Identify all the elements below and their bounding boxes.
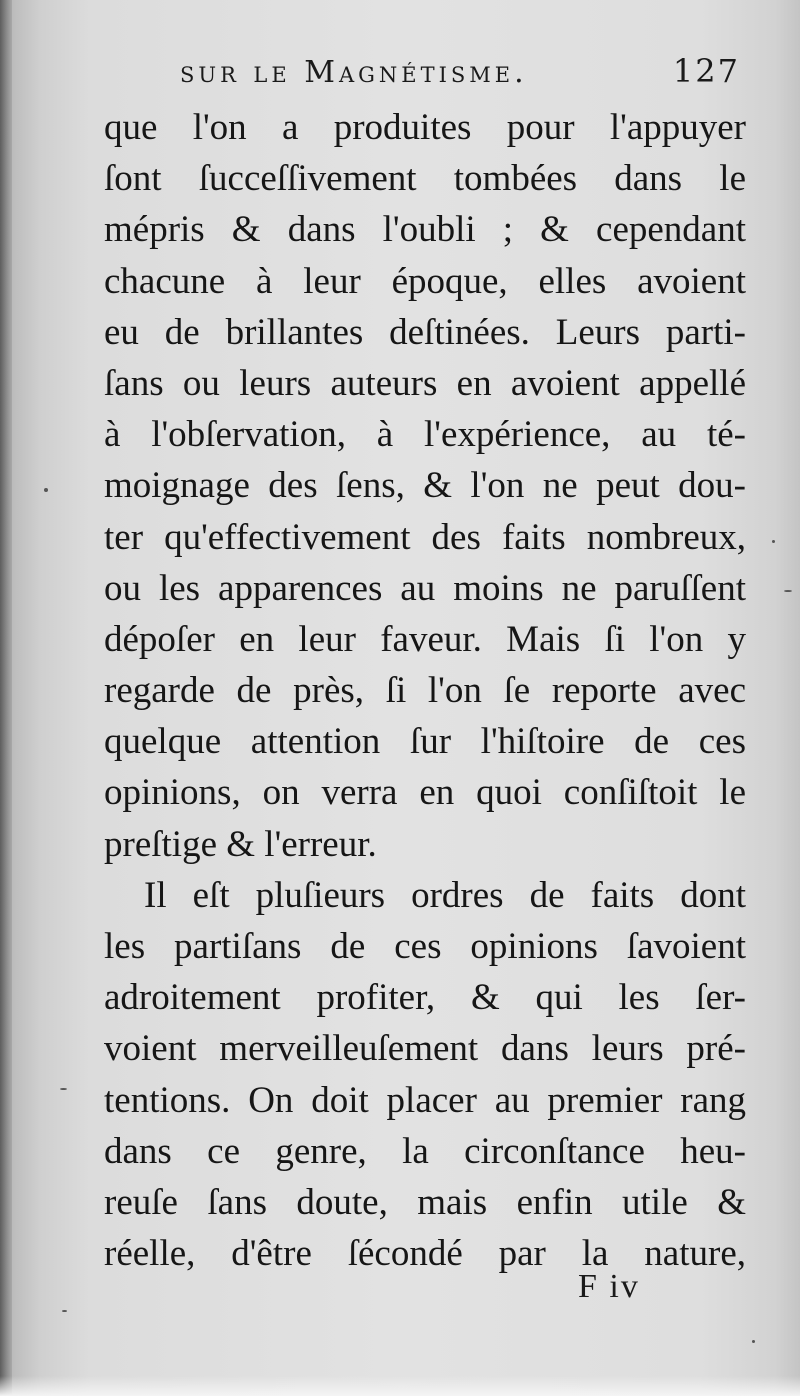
text-line: les partiſans de ces opinions ſavoient bbox=[104, 926, 746, 967]
page-number: 127 bbox=[672, 52, 740, 90]
running-head bbox=[180, 52, 740, 98]
text-line: adroitement profiter, & qui les ſer- bbox=[104, 977, 746, 1019]
text-line: reuſe ſans doute, mais enfin utile & bbox=[104, 1181, 746, 1223]
text-line: voient merveilleuſement dans leurs pré- bbox=[104, 1028, 746, 1070]
text-line: moignage des ſens, & l'on ne peut dou- bbox=[104, 465, 746, 507]
book-spine-shadow bbox=[0, 0, 12, 1396]
signature-mark: F iv bbox=[578, 1268, 640, 1305]
text-line: tentions. On doit placer au premier rang bbox=[104, 1079, 746, 1121]
text-line: opinions, on verra en quoi conſiſtoit le bbox=[104, 772, 746, 814]
text-line: ſont ſucceſſivement tombées dans le bbox=[104, 158, 746, 200]
text-line: eu de brillantes deſtinées. Leurs parti- bbox=[104, 311, 746, 353]
text-line: dans ce genre, la circonſtance heu- bbox=[104, 1130, 746, 1172]
dust-speck bbox=[62, 1310, 67, 1312]
paragraph-start-line: Il eſt pluſieurs ordres de faits dont bbox=[144, 874, 746, 916]
text-line: à l'obſervation, à l'expérience, au té- bbox=[104, 414, 746, 456]
text-line: ter qu'effectivement des faits nombreux, bbox=[104, 516, 746, 558]
text-line: chacune à leur époque, elles avoient bbox=[104, 260, 746, 302]
paragraph-end-line: preſtige & l'erreur. bbox=[104, 823, 377, 865]
dust-speck bbox=[772, 540, 775, 543]
text-line: que l'on a produites pour l'appuyer bbox=[104, 107, 746, 148]
dust-speck bbox=[44, 488, 48, 492]
text-line: regarde de près, ſi l'on ſe reporte avec bbox=[104, 670, 746, 712]
text-line: ou les apparences au moins ne paruſſent bbox=[104, 567, 746, 609]
text-line: mépris & dans l'oubli ; & cependant bbox=[104, 209, 746, 251]
dust-speck bbox=[784, 590, 792, 592]
dust-speck bbox=[60, 1088, 67, 1090]
text-line: quelque attention ſur l'hiſtoire de ces bbox=[104, 721, 746, 763]
running-title: sur le Magnétisme. bbox=[180, 55, 528, 90]
dust-speck bbox=[752, 1340, 755, 1343]
page-bottom-edge bbox=[0, 1376, 800, 1396]
body-text bbox=[104, 102, 746, 1279]
text-line: réelle, d'être ſécondé par la nature, bbox=[104, 1233, 746, 1275]
text-line: ſans ou leurs auteurs en avoient appellé bbox=[104, 362, 746, 404]
text-line: dépoſer en leur faveur. Mais ſi l'on y bbox=[104, 618, 746, 660]
